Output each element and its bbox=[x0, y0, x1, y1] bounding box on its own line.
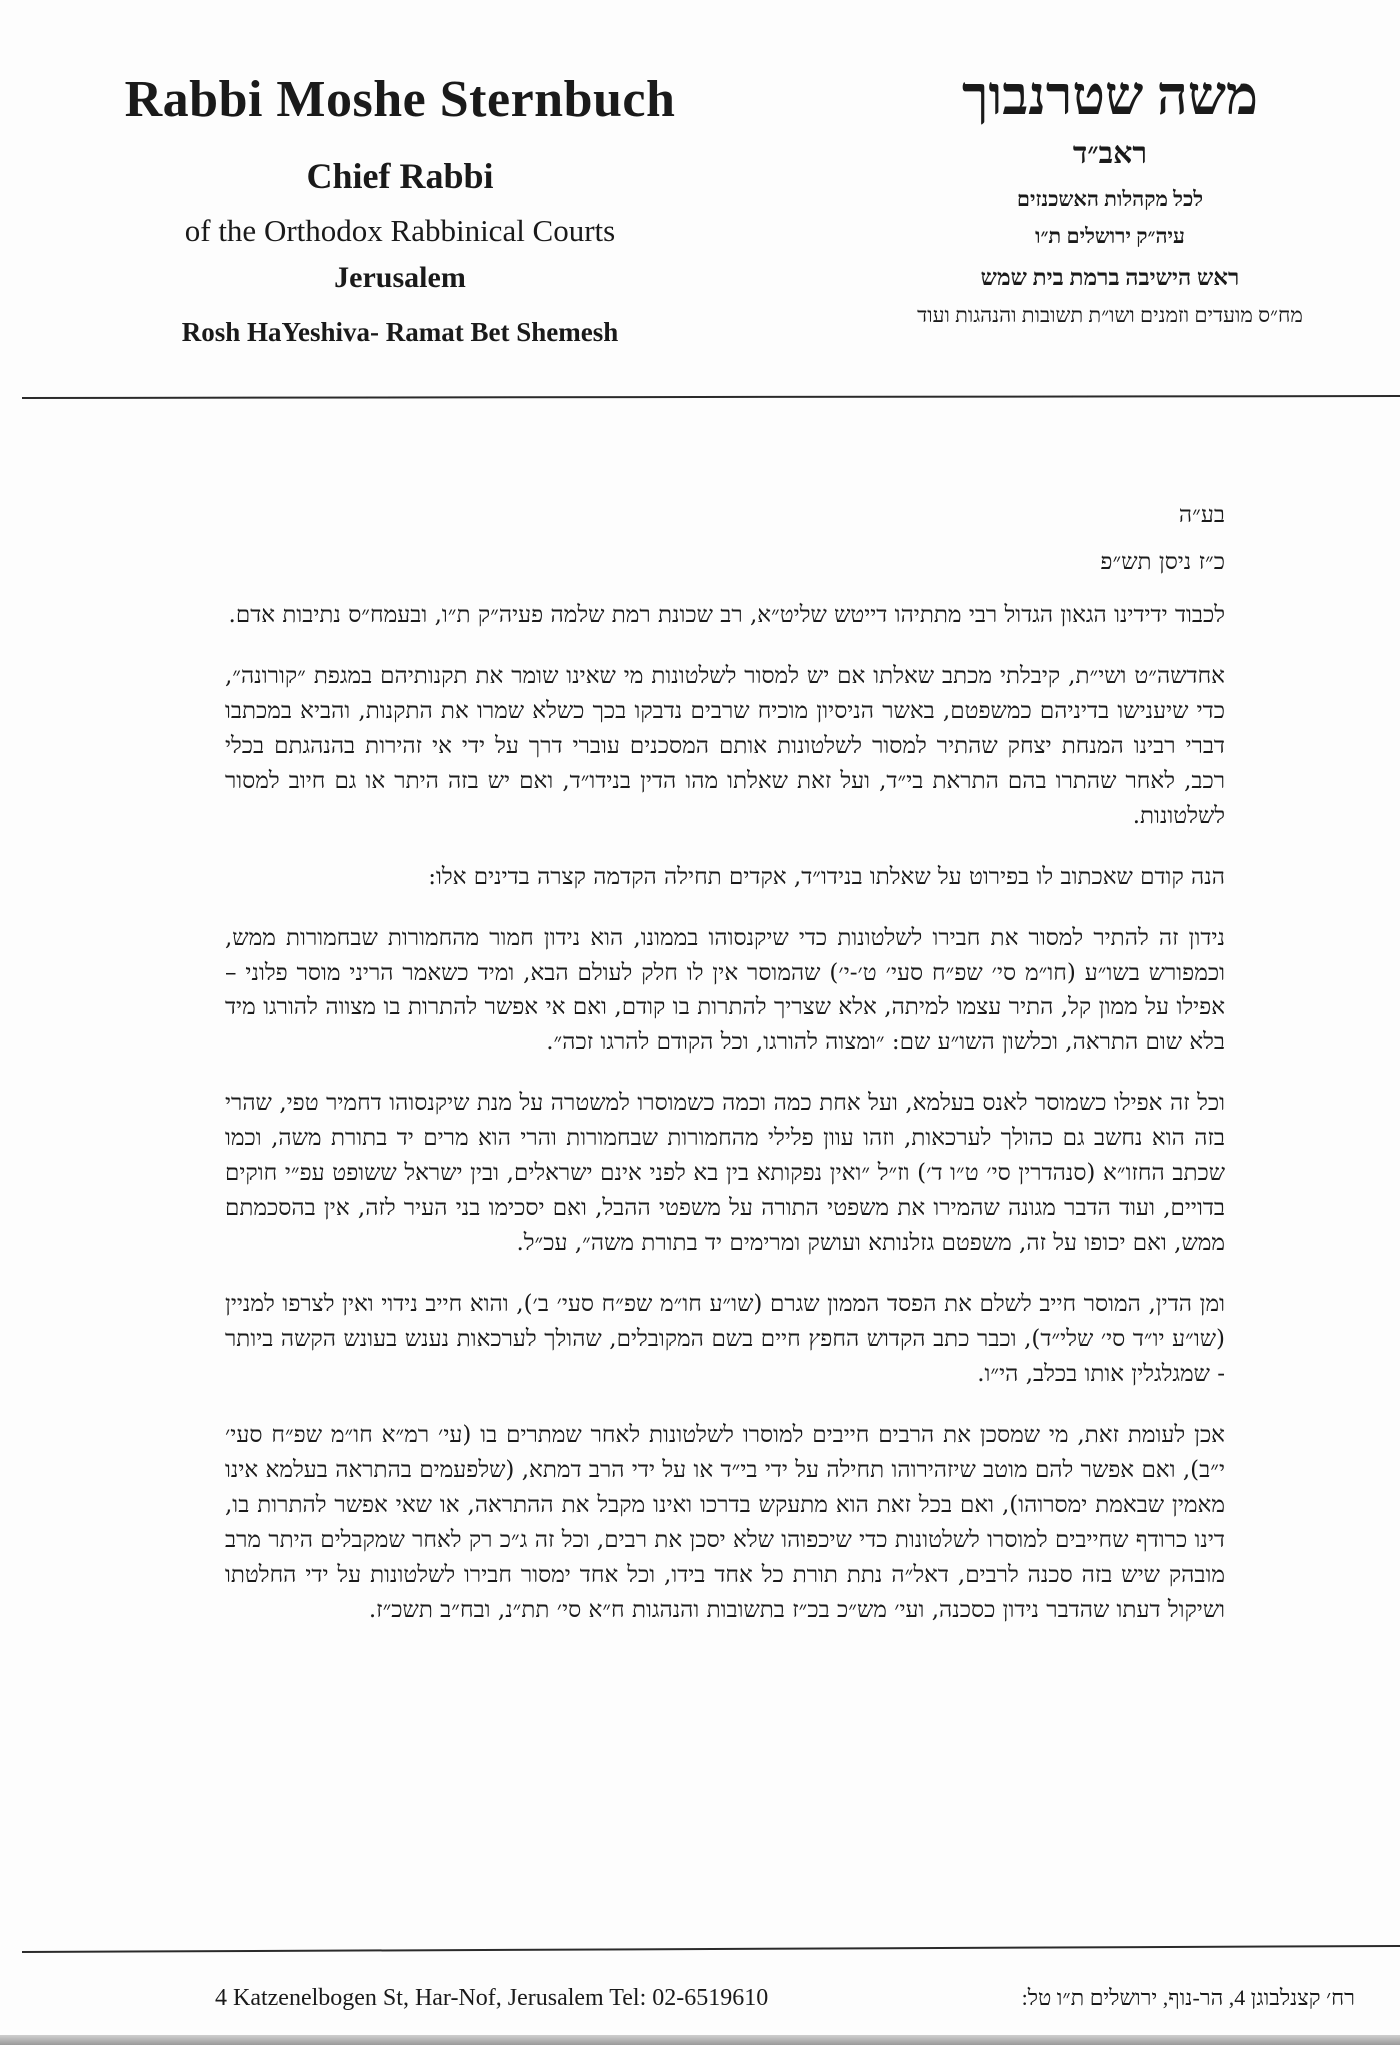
footer-address-english: 4 Katzenelbogen St, Har-Nof, Jerusalem Tel: 02-6519610 bbox=[215, 1985, 769, 2011]
city-english: Jerusalem bbox=[334, 261, 466, 294]
communities-line-hebrew: לכל מקהלות האשכנזים bbox=[1016, 187, 1204, 211]
rabbi-title-hebrew: ראב״ד bbox=[1072, 137, 1148, 170]
yeshiva-line-english: Rosh HaYeshiva- Ramat Bet Shemesh bbox=[181, 317, 619, 347]
letter-paragraph: וכל זה אפילו כשמוסר לאנס בעלמא, ועל אחת כמה וכמה כשמוסרו למשטרה על מנת שיקנסוהו דחמיר טפי, שהרי בזה הוא נחשב גם כהולך לערכאות, וזהו עוון פלילי מהחמורות שבחמורות והרי הוא מרים יד בתורת משה, וכמו שכתב החזו״א (סנהדרין סי׳ ט״ו ד׳) וז״ל ״ואין נפקותא בין בא לפני אינם ישראלים, ובין ישראל ששופט עפ״י חוקים בדויים, ועוד הדבר מגונה שהמירו את משפטי התורה על משפטי ההבל, ואם יסכימו בני העיר לזה, אין בהסכמתם ממש, ואם יכופו על זה, משפטם גזלנותא ועושק ומרימים יד בתורת משה״, עכ״ל. bbox=[225, 1090, 1225, 1257]
letter-paragraph: נידון זה להתיר למסור את חבירו לשלטונות כדי שיקנסוהו בממונו, הוא נידון חמור מהחמורות שבחמורות ממש, וכמפורש בשו״ע (חו״מ סי׳ שפ״ח סעי׳ ט׳-י׳) שהמוסר אין לו חלק לעולם הבא, ומיד כשאמר הריני מוסר פלוני – אפילו על ממון קל, התיר עצמו למיתה, אלא שצריך להתרות בו קודם, ואם אי אפשר להתרות בו מצווה להורגו מיד בלא שום התראה, וכלשון השו״ע שם: ״ומצוה להורגו, וכל הקודם להרגו זכה״. bbox=[225, 924, 1225, 1056]
letter-paragraph: לכבוד ידידינו הגאון הגדול רבי מתתיהו דייטש שליט״א, רב שכונת רמת שלמה פעיה״ק ת״ו, ובעמח״ס נתיבות אדם. bbox=[228, 601, 1225, 628]
letter-body bbox=[225, 498, 1225, 1654]
letter-opening: בע״ה bbox=[1178, 502, 1225, 528]
rabbi-name-english: Rabbi Moshe Sternbuch bbox=[124, 71, 676, 128]
letter-date: כ״ז ניסן תש״פ bbox=[1100, 548, 1225, 575]
letterhead-hebrew bbox=[860, 65, 1360, 328]
letter-paragraph: אכן לעומת זאת, מי שמסכן את הרבים חייבים למוסרו לשלטונות לאחר שמתרים בו (עי׳ רמ״א חו״מ שפ״ח סעי׳ י״ב), ואם אפשר להם מוטב שיזהירוהו תחילה על ידי בי״ד או על ידי הרב דמתא, (שלפעמים בהתראה בעלמא אינו מאמין שבאמת ימסרוהו), ואם בכל זאת הוא מתעקש בדרכו ואינו מקבל את ההתראה, או שאי אפשר להתרות בו, דינו כרודף שחייבים למוסרו לשלטונות כדי שיכפוהו שלא יסכן את רבים, וכל זה ג״כ רק לאחר שמקבלים היתר מרב מובהק שיש בזה סכנה לרבים, דאל״ה נתת תורת כל אחד בידו, וכל אחד ימסור חבירו לשלטונות על ידי החלטתו ושיקול דעתו שהדבר נידון כסכנה, ועי׳ מש״כ בכ״ז בתשובות והנהגות ח״א סי׳ תת״נ, ובח״ב תשכ״ז. bbox=[225, 1422, 1225, 1623]
header-divider bbox=[22, 395, 1400, 399]
letter-paragraph: ומן הדין, המוסר חייב לשלם את הפסד הממון שגרם (שו״ע חו״מ שפ״ח סעי׳ ב׳), והוא חייב נידוי ואין לצרפו למניין (שו״ע יו״ד סי׳ שלי״ד), וכבר כתב הקדוש החפץ חיים בשם המקובלים, שהולך לערכאות נענש בעונש הקשה ביותר - שמגלגלין אותו בכלב, הי״ו. bbox=[225, 1291, 1225, 1388]
yeshiva-line-hebrew: ראש הישיבה ברמת בית שמש bbox=[980, 265, 1240, 290]
letterhead-english bbox=[80, 70, 720, 348]
courts-line-english: of the Orthodox Rabbinical Courts bbox=[184, 213, 616, 248]
letter-paragraph: אחדשה״ט ושי״ת, קיבלתי מכתב שאלתו אם יש למסור לשלטונות מי שאינו שומר את תקנותיהם במגפת ״קורונה״, כדי שיענישו בדיניהם כמשפטם, באשר הניסיון מוכיח שרבים נדבקו בכך כשלא שמרו את התקנות, והביא במכתבו דברי רבינו המנחת יצחק שהתיר למסור לשלטונות אותם המסכנים עוברי דרך על ידי אי זהירות בהנהגתם בכלי רכב, לאחר שהתרו בהם התראת בי״ד, ועל זאת שאלתו מהו הדין בנידו״ד, ואם יש בזה היתר או גם חיוב למסור לשלטונות. bbox=[225, 662, 1225, 829]
scan-edge bbox=[0, 2035, 1400, 2045]
footer-divider bbox=[22, 1945, 1400, 1953]
city-line-hebrew: עיה״ק ירושלים ת״ו bbox=[1035, 224, 1185, 248]
footer-address bbox=[215, 1985, 1355, 2012]
rabbi-name-hebrew: משה שטרנבוך bbox=[961, 66, 1259, 126]
rabbi-title-english: Chief Rabbi bbox=[306, 156, 494, 196]
footer-address-hebrew: רח׳ קצנלבוגן 4, הר-נוף, ירושלים ת״ו טל: bbox=[1021, 1985, 1355, 2010]
letter-paragraph: הנה קודם שאכתוב לו בפירוט על שאלתו בנידו״ד, אקדים תחילה הקדמה קצרה בדינים אלו: bbox=[428, 863, 1225, 890]
books-line-hebrew: מח״ס מועדים וזמנים ושו״ת תשובות והנהגות ועוד bbox=[917, 303, 1303, 327]
